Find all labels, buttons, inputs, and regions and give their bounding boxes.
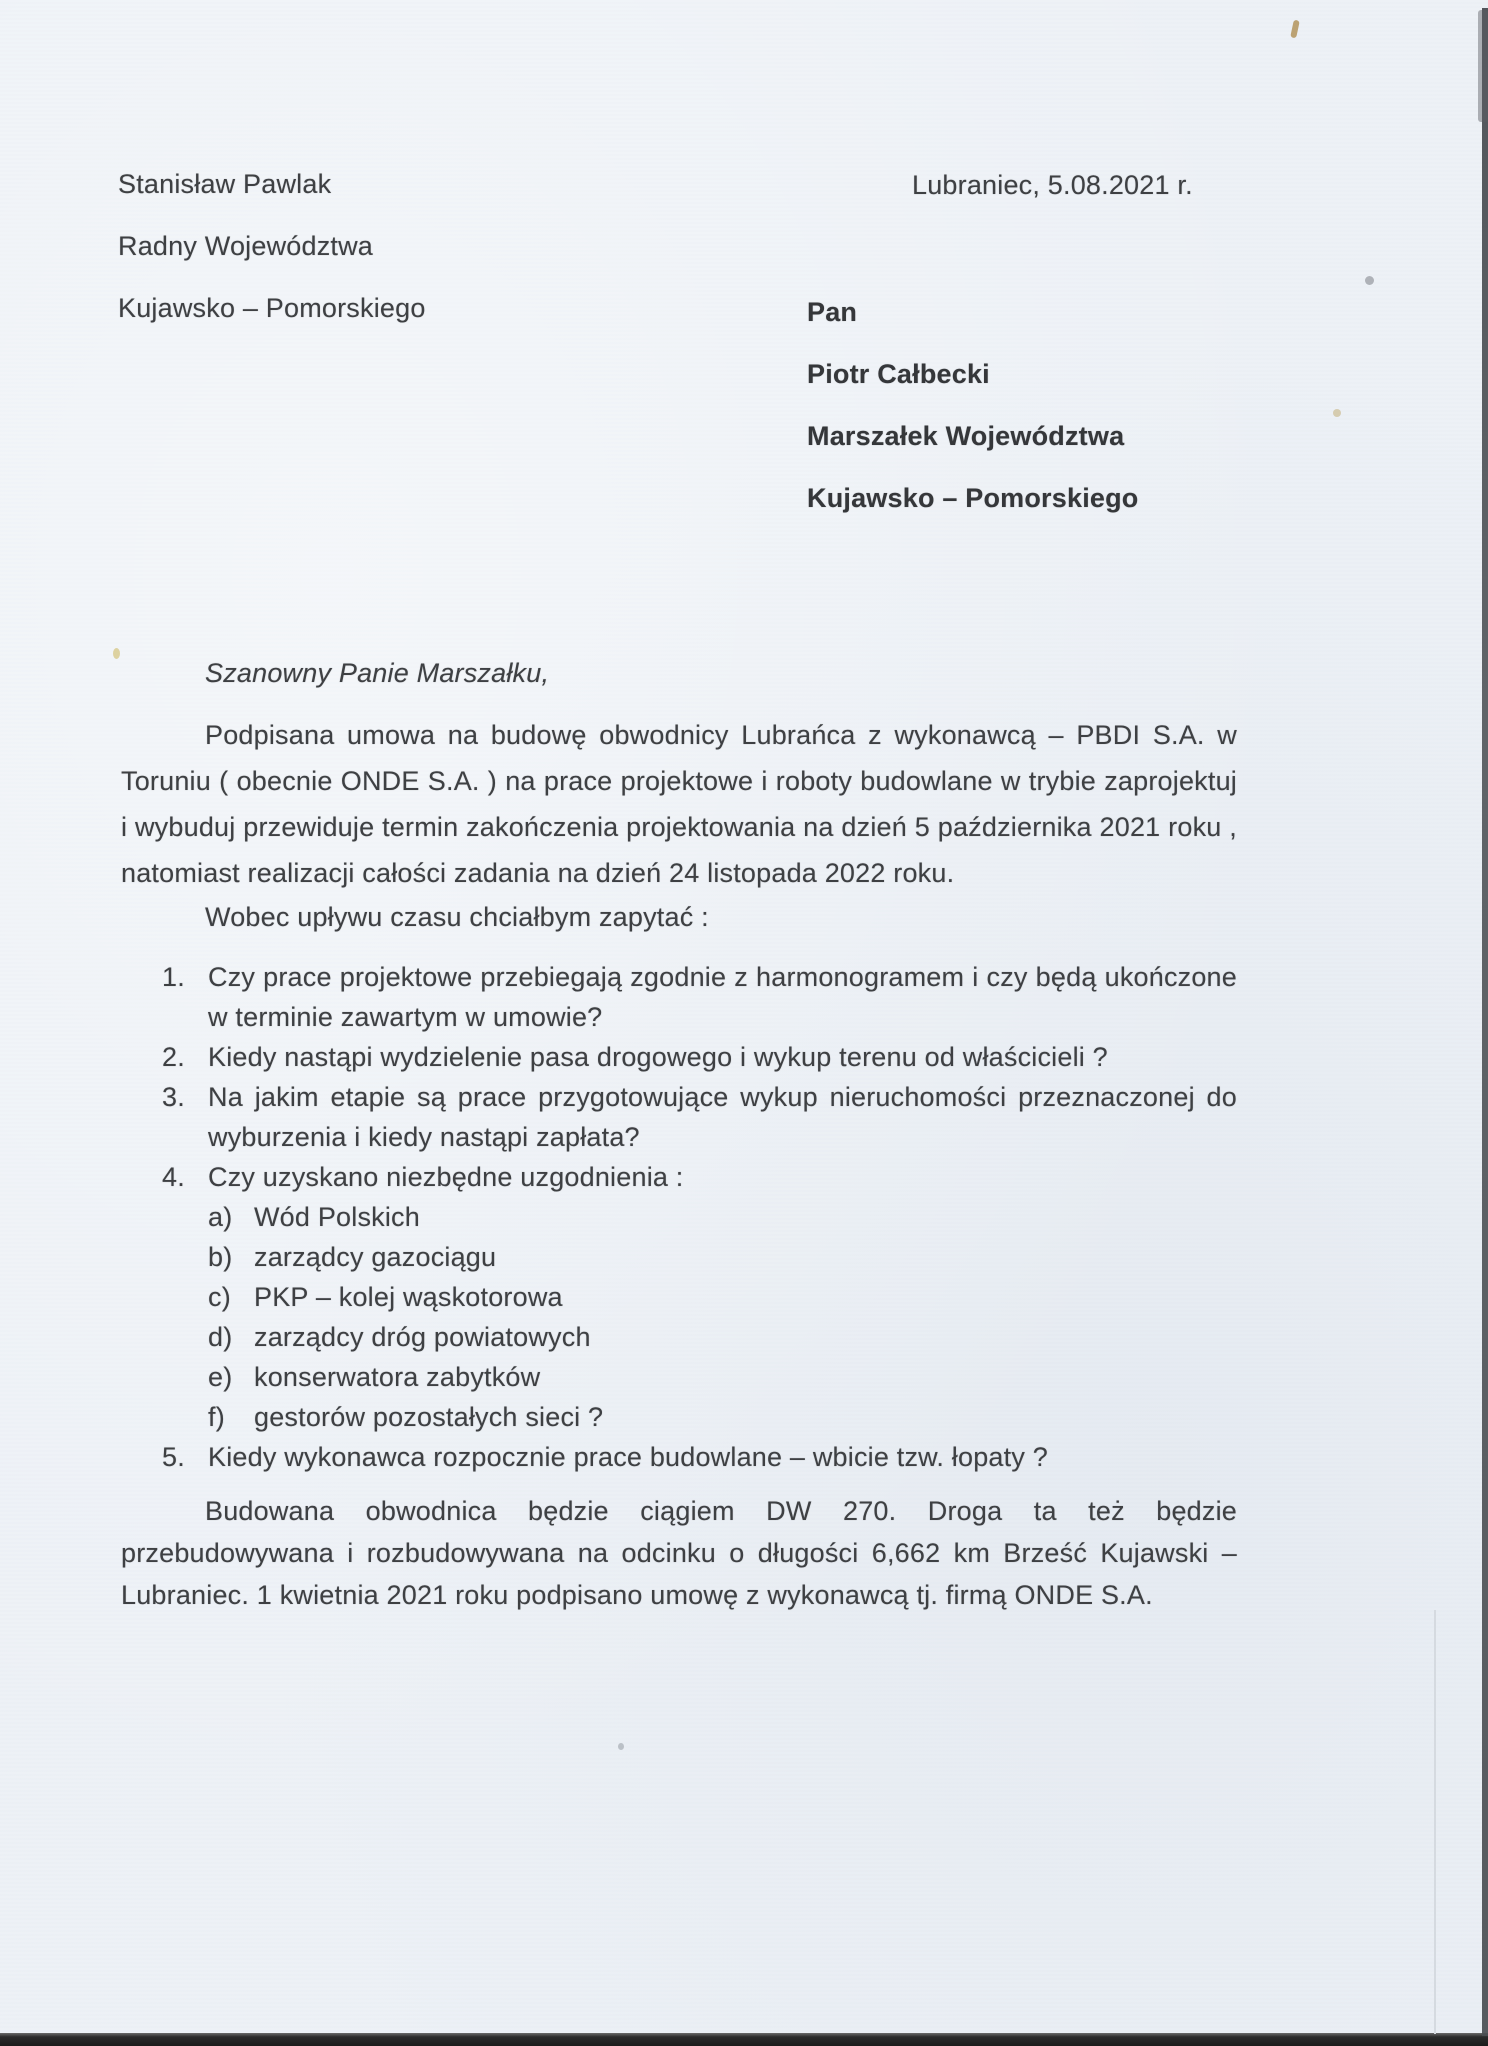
scan-right-edge-shadow-top	[1478, 10, 1488, 122]
subquestion-letter: e)	[208, 1362, 233, 1392]
recipient-name: Piotr Całbecki	[807, 359, 990, 389]
question-item-4	[162, 1157, 1237, 1437]
question-item-5	[162, 1437, 1237, 1477]
sender-title: Radny Województwa	[118, 231, 374, 261]
subquestion-item-c	[208, 1277, 1237, 1317]
paragraph-closing-info: Budowana obwodnica będzie ciągiem DW 270. Droga ta też będzie przebudowywana i rozbudowywana na odcinku o długości 6,662 km Brześć Kujawski – Lubraniec. 1 kwietnia 2021 roku podpisano umowę z wykonawcą tj. firmą ONDE S.A.	[121, 1496, 1237, 1610]
question-text: Na jakim etapie są prace przygotowujące wykup nieruchomości przeznaczonej do wyburzenia i kiedy nastąpi zapłata?	[208, 1082, 1237, 1152]
salutation: Szanowny Panie Marszałku,	[205, 658, 550, 688]
subquestion-letter: d)	[208, 1322, 233, 1352]
subquestion-letter: a)	[208, 1202, 233, 1232]
dateline: Lubraniec, 5.08.2021 r.	[912, 170, 1193, 200]
recipient-honorific: Pan	[807, 297, 858, 327]
question-text: Kiedy nastąpi wydzielenie pasa drogowego i wykup terenu od właścicieli ?	[208, 1042, 1108, 1072]
scan-speck	[113, 648, 120, 659]
sender-region: Kujawsko – Pomorskiego	[118, 293, 426, 323]
recipient-title: Marszałek Województwa	[807, 421, 1125, 451]
sender-name: Stanisław Pawlak	[118, 169, 332, 199]
subquestion-text: konserwatora zabytków	[254, 1362, 541, 1392]
subquestion-text: zarządcy dróg powiatowych	[254, 1322, 591, 1352]
paragraph-contract-intro: Podpisana umowa na budowę obwodnicy Lubrańca z wykonawcą – PBDI S.A. w Toruniu ( obecnie ONDE S.A. ) na prace projektowe i roboty budowlane w trybie zaprojektuj i wybuduj przewiduje termin zakończenia projektowania na dzień 5 października 2021 roku , natomiast realizacji całości zadania na dzień 24 listopada 2022 roku.	[121, 720, 1237, 888]
question-text: Czy uzyskano niezbędne uzgodnienia :	[208, 1162, 684, 1192]
subquestion-list	[208, 1197, 1237, 1437]
subquestion-item-e	[208, 1357, 1237, 1397]
subquestion-item-b	[208, 1237, 1237, 1277]
paper-edge-line	[1434, 1610, 1436, 2034]
question-number: 1.	[162, 962, 185, 992]
subquestion-text: gestorów pozostałych sieci ?	[254, 1402, 604, 1432]
question-text: Czy prace projektowe przebiegają zgodnie z harmonogramem i czy będą ukończone w terminie zawartym w umowie?	[208, 962, 1237, 1032]
subquestion-item-a	[208, 1197, 1237, 1237]
subquestion-letter: c)	[208, 1282, 231, 1312]
subquestion-item-f	[208, 1397, 1237, 1437]
question-item-2	[162, 1037, 1237, 1077]
scan-speck	[1365, 276, 1374, 285]
recipient-region: Kujawsko – Pomorskiego	[807, 483, 1139, 513]
lead-in-line: Wobec upływu czasu chciałbym zapytać :	[205, 902, 709, 932]
question-number: 3.	[162, 1082, 185, 1112]
scan-right-edge-shadow	[1482, 8, 1488, 2036]
question-number: 2.	[162, 1042, 185, 1072]
question-number: 4.	[162, 1162, 185, 1192]
question-list	[162, 957, 1237, 1477]
subquestion-text: PKP – kolej wąskotorowa	[254, 1282, 563, 1312]
subquestion-text: zarządcy gazociągu	[254, 1242, 497, 1272]
scan-speck	[618, 1743, 624, 1750]
subquestion-item-d	[208, 1317, 1237, 1357]
recipient-block	[807, 296, 1139, 544]
scan-speck	[1290, 20, 1300, 39]
subquestion-letter: b)	[208, 1242, 233, 1272]
sender-block	[118, 168, 426, 354]
question-text: Kiedy wykonawca rozpocznie prace budowlane – wbicie tzw. łopaty ?	[208, 1442, 1048, 1472]
question-item-3	[162, 1077, 1237, 1157]
subquestion-text: Wód Polskich	[254, 1202, 420, 1232]
question-item-1	[162, 957, 1237, 1037]
subquestion-letter: f)	[208, 1402, 225, 1432]
scan-speck	[1333, 409, 1341, 417]
scan-bottom-black-bar	[0, 2033, 1488, 2046]
question-number: 5.	[162, 1442, 185, 1472]
